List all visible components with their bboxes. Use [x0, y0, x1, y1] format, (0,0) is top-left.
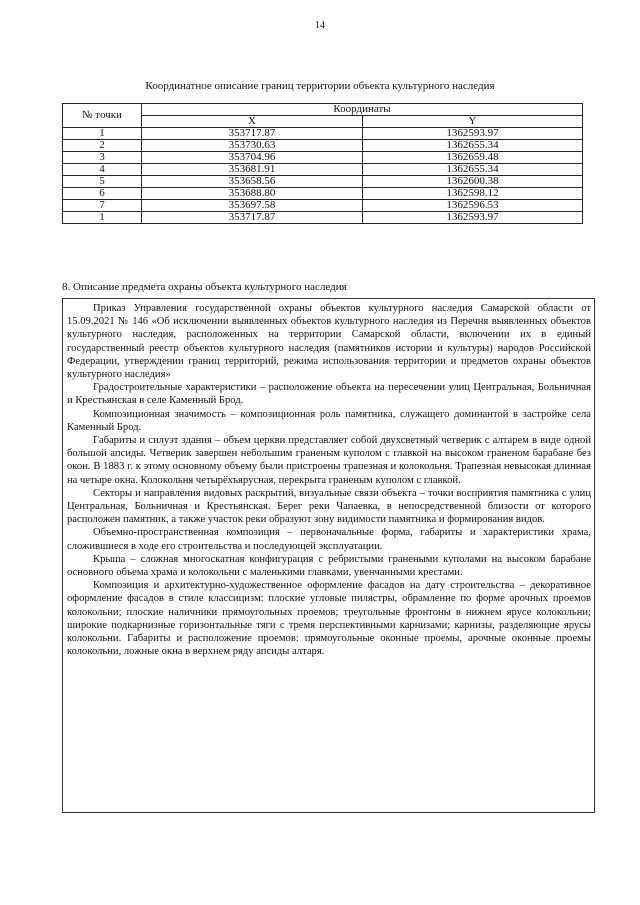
- table-row: [63, 164, 583, 176]
- cell-y: 1362600.38: [363, 176, 583, 188]
- page-number: 14: [315, 20, 325, 31]
- header-y: Y: [363, 116, 583, 128]
- table-row: [63, 140, 583, 152]
- cell-point: 1: [63, 128, 142, 140]
- table-row: [63, 176, 583, 188]
- cell-y: 1362655.34: [363, 164, 583, 176]
- cell-y: 1362593.97: [363, 212, 583, 224]
- coordinates-table: [62, 103, 583, 224]
- cell-point: 2: [63, 140, 142, 152]
- cell-y: 1362596.53: [363, 200, 583, 212]
- paragraph-urban-planning: Градостроительные характеристики – расположение объекта на пересечении улиц Центральная, Больничная и Крестьянская в селе Каменный Брод.: [67, 382, 591, 407]
- paragraph-roof: Крыша – сложная многоскатная конфигурация с ребристыми гранеными куполами на высоком барабане основного объема храма и колокольни с маленькими главками, увенчанными крестами.: [67, 553, 591, 579]
- coords-table-caption: Координатное описание границ территории объекта культурного наследия: [145, 80, 495, 92]
- cell-y: 1362593.97: [363, 128, 583, 140]
- paragraph-volume-composition: Объемно-пространственная композиция – первоначальные форма, габариты и характеристики храма, сложившиеся в ходе его строительства и последующей эксплуатации.: [67, 527, 591, 552]
- paragraph-view-sectors: Секторы и направления видовых раскрытий, визуальные связи объекта – точки восприятия памятника с улиц Центральная, Больничная и Крестьянская. Берег реки Чапаевка, в непосредственной близости от которого расположен памятник, а также участок реки образуют зону видимости памятника и формирования видов.: [67, 487, 591, 526]
- cell-x: 353717.87: [142, 212, 363, 224]
- cell-point: 4: [63, 164, 142, 176]
- cell-y: 1362655.34: [363, 140, 583, 152]
- table-row: [63, 128, 583, 140]
- cell-y: 1362598.12: [363, 188, 583, 200]
- paragraph-order: Приказ Управления государственной охраны объектов культурного наследия Самарской области от 15.09.2021 № 146 «Об исключении выявленных объектов культурного наследия из Перечня выявленных объектов культурного наследия, расположенных на территории Самарской области, включении их в единый государственный реестр объектов культурного наследия (памятников истории и культуры) народов Российской Федерации, утверждении границ территорий, режима использования территории и предметов охраны объектов культурного наследия»: [67, 303, 591, 381]
- table-row: [63, 200, 583, 212]
- cell-point: 5: [63, 176, 142, 188]
- header-point-number: № точки: [63, 104, 142, 128]
- cell-x: 353730.63: [142, 140, 363, 152]
- protection-subject-description: [62, 298, 595, 813]
- cell-x: 353658.56: [142, 176, 363, 188]
- table-row: [63, 152, 583, 164]
- header-coordinates: Координаты: [142, 104, 583, 116]
- cell-x: 353688.80: [142, 188, 363, 200]
- cell-x: 353697.58: [142, 200, 363, 212]
- cell-point: 3: [63, 152, 142, 164]
- cell-point: 7: [63, 200, 142, 212]
- header-x: X: [142, 116, 363, 128]
- cell-x: 353681.91: [142, 164, 363, 176]
- cell-x: 353704.96: [142, 152, 363, 164]
- cell-x: 353717.87: [142, 128, 363, 140]
- paragraph-dimensions-silhouette: Габариты и силуэт здания – объем церкви представляет собой двухсветный четверик с алтарем в виде одной большой апсиды. Четверик завершен небольшим граненым куполом с главкой на высоком граненом барабане без окон. В 1883 г. к этому основному объему были пристроены трапезная и колокольня. Трапезная невысокая длинная на четыре окна. Колокольня четырёхъярусная, перекрыта граненым куполом с главкой.: [67, 435, 591, 486]
- section-heading: 8. Описание предмета охраны объекта культурного наследия: [62, 281, 347, 293]
- cell-point: 6: [63, 188, 142, 200]
- cell-point: 1: [63, 212, 142, 224]
- cell-y: 1362659.48: [363, 152, 583, 164]
- paragraph-facades: Композиция и архитектурно-художественное оформление фасадов на дату строительства – декоративное оформление фасадов в стиле классицизм: плоские угловые пилястры, обрамление по форме арочных проемов колокольни; плоские наличники прямоугольных проемов; треугольные фронтоны в нижнем ярусе колокольни; широкие подкарнизные горизонтальные тяги с тремя перспективными карнизами; карнизы, разделяющие ярусы колокольни. Габариты и расположение проемов: прямоугольные оконные проемы, арочные оконные проемы колокольни, ложные окна в верхнем ряду апсиды алтаря.: [67, 580, 591, 658]
- table-row: [63, 212, 583, 224]
- paragraph-composition-significance: Композиционная значимость – композиционная роль памятника, служащего доминантой в застройке села Каменный Брод.: [67, 408, 591, 433]
- table-row: [63, 188, 583, 200]
